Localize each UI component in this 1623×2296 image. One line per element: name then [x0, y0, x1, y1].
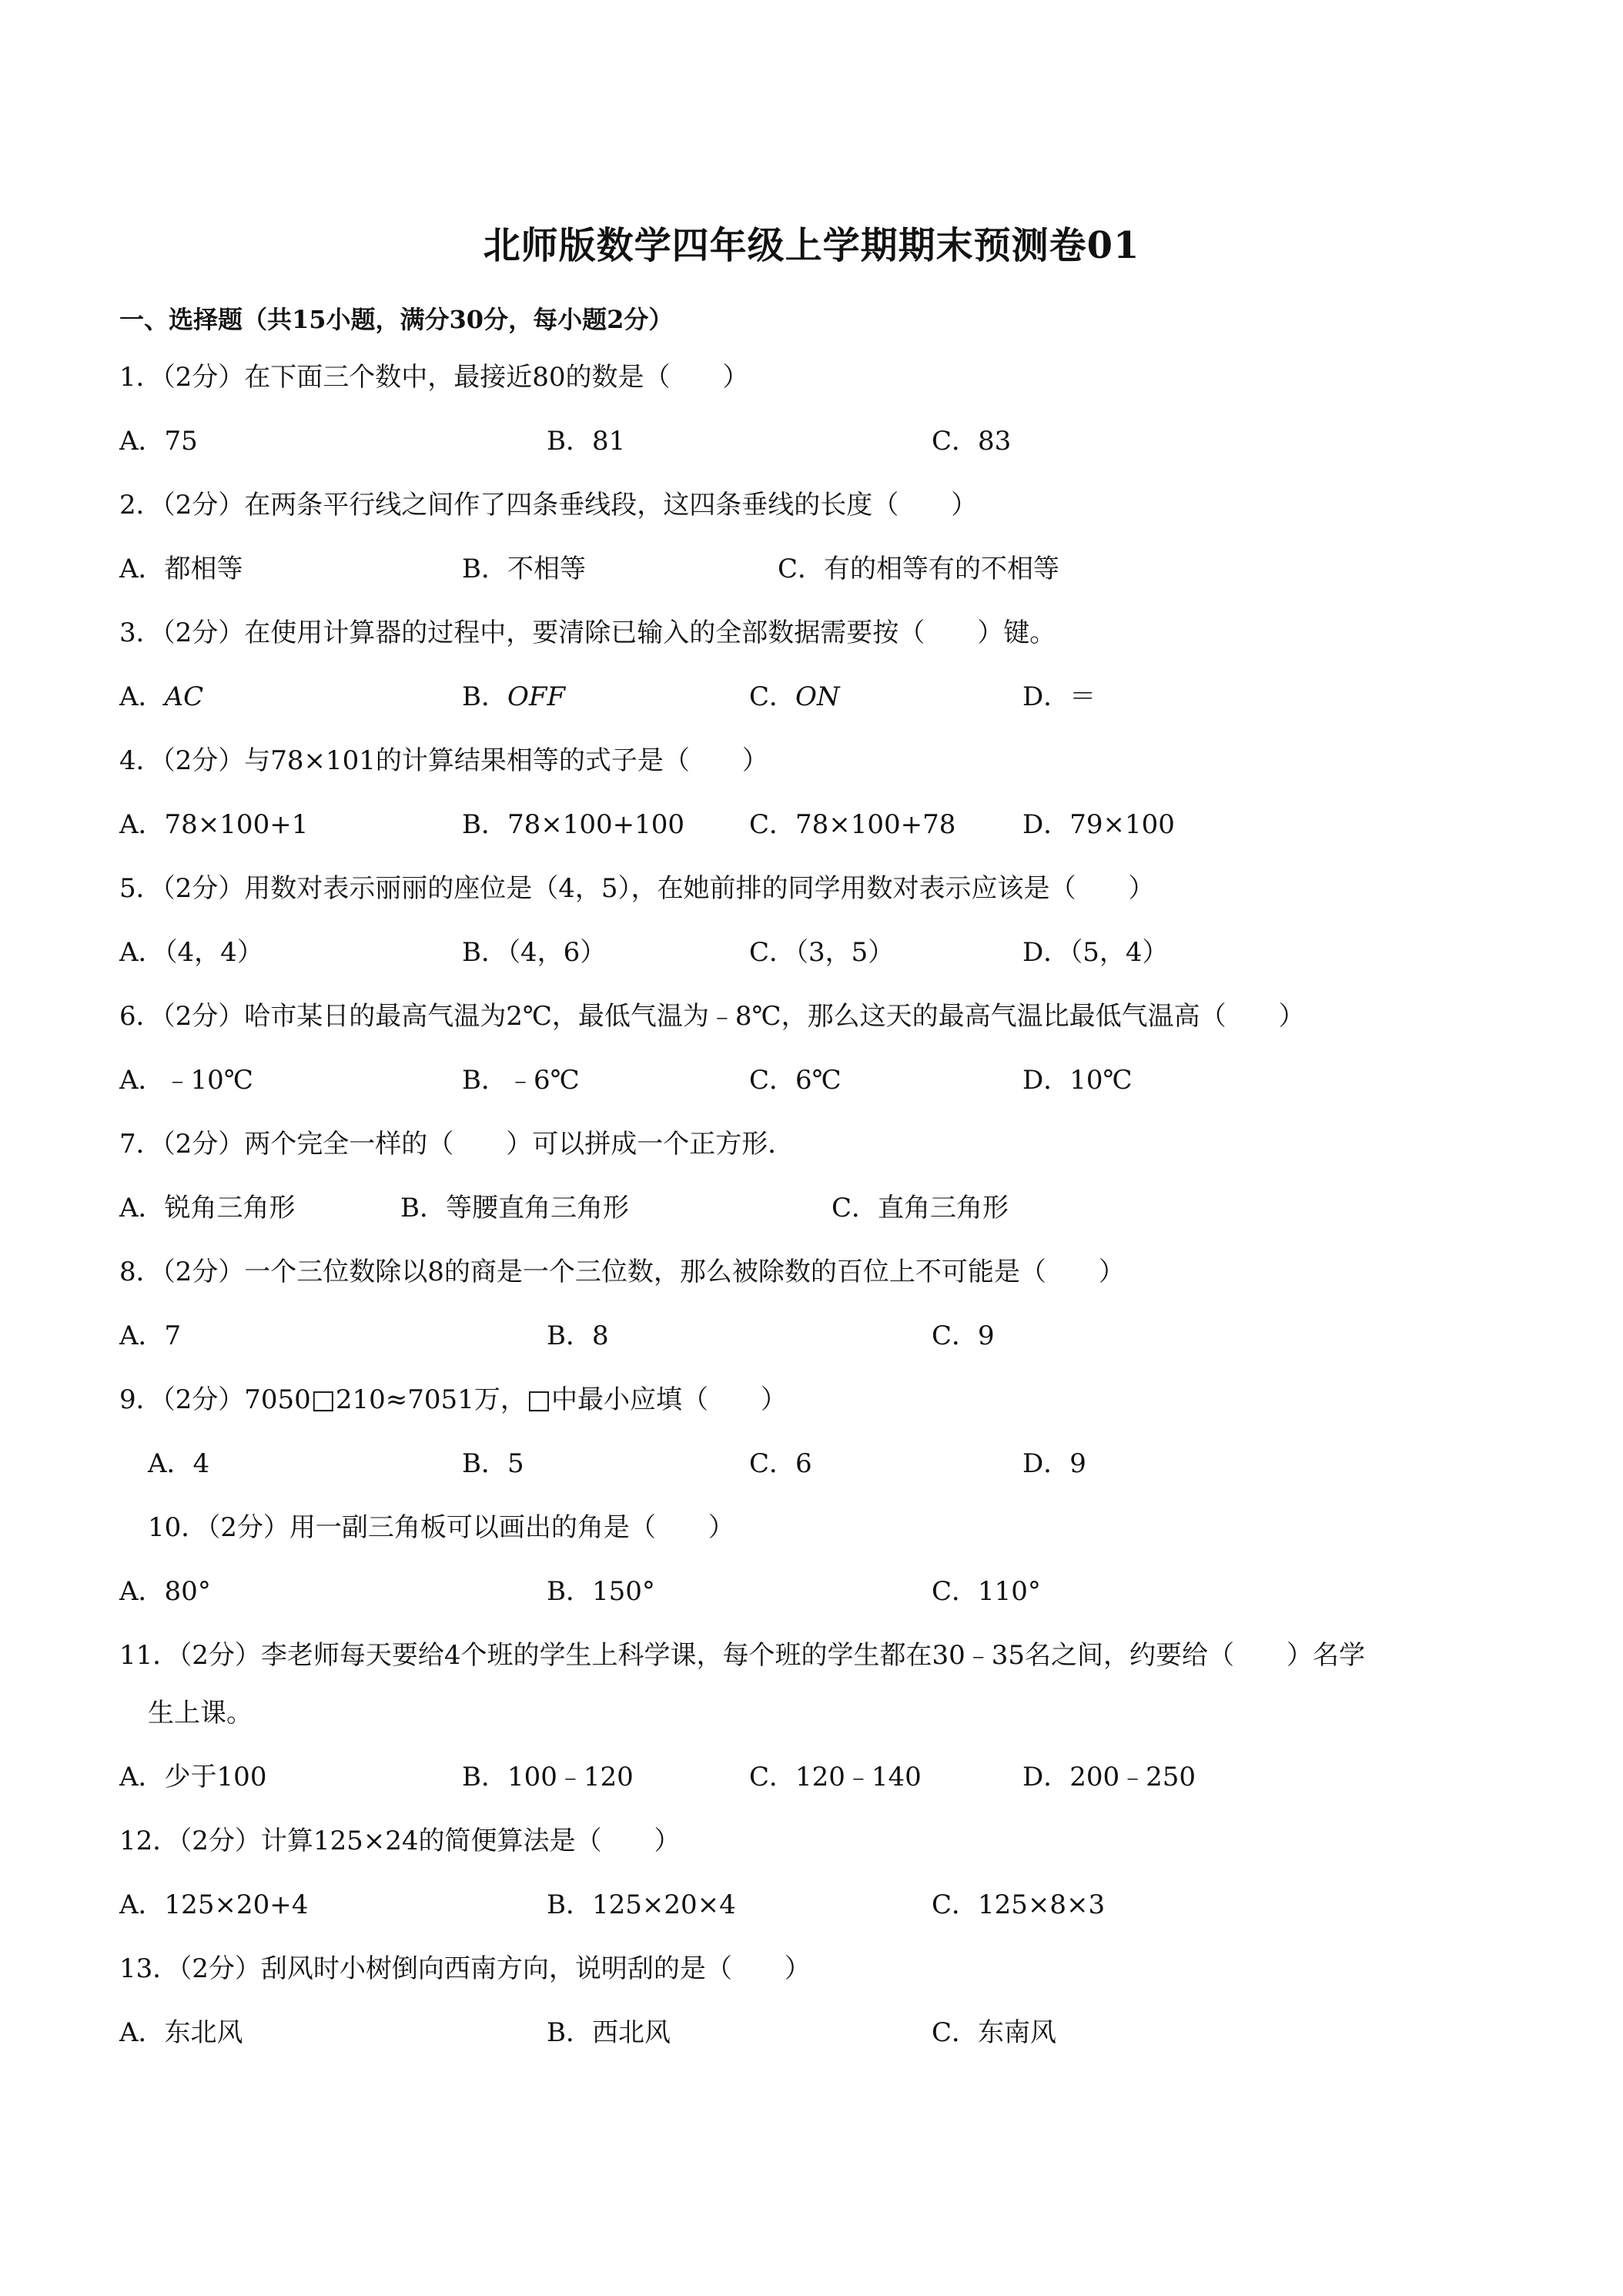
option-b: B．西北风 — [547, 2017, 671, 2048]
question-stem: 9．（2分）7050□210≈7051万，□中最小应填（ ） — [119, 1384, 787, 1415]
question-stem: 2．（2分）在两条平行线之间作了四条垂线段，这四条垂线的长度（ ） — [119, 490, 978, 520]
option-c-key: ON — [795, 681, 840, 712]
question-options — [119, 1193, 1505, 1223]
question-stem: 1．（2分）在下面三个数中，最接近80的数是（ ） — [119, 362, 749, 393]
option-a: A．125×20+4 — [119, 1889, 309, 1920]
option-b: B．8 — [547, 1320, 609, 1351]
question-stem: 3．（2分）在使用计算器的过程中，要清除已输入的全部数据需要按（ ）键。 — [119, 618, 1056, 648]
question-options — [119, 1762, 1505, 1792]
option-b: B．78×100+100 — [462, 809, 685, 840]
question-stem: 5．（2分）用数对表示丽丽的座位是（4，5），在她前排的同学用数对表示应该是（ ） — [119, 873, 1155, 904]
option-c: C．（3，5） — [749, 937, 895, 968]
option-c: C．83 — [932, 426, 1012, 457]
option-b: B．81 — [547, 426, 626, 457]
option-c: C．有的相等有的不相等 — [778, 554, 1060, 584]
option-a: A．78×100+1 — [119, 809, 309, 840]
question-options — [119, 1320, 1505, 1351]
option-b: B．﹣6℃ — [462, 1065, 580, 1096]
option-d: D．10℃ — [1022, 1065, 1133, 1096]
question-stem: 10．（2分）用一副三角板可以画出的角是（ ） — [148, 1512, 735, 1543]
option-c: C．ON — [749, 681, 840, 712]
option-c: C．直角三角形 — [832, 1193, 1009, 1223]
option-a: A．AC — [119, 681, 204, 712]
option-a: A．7 — [119, 1320, 182, 1351]
option-c: C．78×100+78 — [749, 809, 956, 840]
option-b: B．OFF — [462, 681, 566, 712]
option-a: A．锐角三角形 — [119, 1193, 296, 1223]
option-b: B．5 — [462, 1448, 524, 1479]
option-d: D．200﹣250 — [1022, 1762, 1196, 1792]
question-options — [119, 1576, 1505, 1607]
question-options — [119, 937, 1505, 968]
option-a: A．75 — [119, 426, 198, 457]
option-d: D．＝ — [1022, 681, 1096, 712]
question-stem-continued: 生上课。 — [148, 1698, 253, 1729]
option-c: C．6 — [749, 1448, 812, 1479]
question-stem: 8．（2分）一个三位数除以8的商是一个三位数，那么被除数的百位上不可能是（ ） — [119, 1257, 1125, 1287]
question-options — [148, 1448, 1534, 1479]
option-a: A．80° — [119, 1576, 211, 1607]
option-d: D．9 — [1022, 1448, 1086, 1479]
option-b: B．100﹣120 — [462, 1762, 634, 1792]
option-c: C．110° — [932, 1576, 1041, 1607]
option-b: B．（4，6） — [462, 937, 607, 968]
question-options — [119, 681, 1505, 712]
option-b: B．150° — [547, 1576, 655, 1607]
question-options — [119, 809, 1505, 840]
question-options — [119, 554, 1505, 584]
page-title: 北师版数学四年级上学期期末预测卷01 — [483, 224, 1140, 267]
question-options — [119, 1065, 1505, 1096]
option-c: C．6℃ — [749, 1065, 842, 1096]
option-b-key: OFF — [507, 681, 566, 712]
question-options — [119, 426, 1505, 457]
option-a: A．少于100 — [119, 1762, 267, 1792]
option-a: A．4 — [148, 1448, 210, 1479]
question-stem: 12．（2分）计算125×24的简便算法是（ ） — [119, 1826, 681, 1856]
option-d: D．79×100 — [1022, 809, 1175, 840]
option-b: B．等腰直角三角形 — [400, 1193, 629, 1223]
option-a: A．﹣10℃ — [119, 1065, 253, 1096]
question-stem: 4．（2分）与78×101的计算结果相等的式子是（ ） — [119, 745, 768, 776]
option-c: C．120﹣140 — [749, 1762, 922, 1792]
option-d: D．（5，4） — [1022, 937, 1169, 968]
question-options — [119, 2017, 1505, 2048]
option-c: C．东南风 — [932, 2017, 1057, 2048]
option-a: A．都相等 — [119, 554, 243, 584]
question-options — [119, 1889, 1505, 1920]
option-c: C．125×8×3 — [932, 1889, 1106, 1920]
option-a: A．（4，4） — [119, 937, 263, 968]
option-c: C．9 — [932, 1320, 995, 1351]
option-b: B．不相等 — [462, 554, 586, 584]
option-a-key: AC — [164, 681, 204, 712]
question-stem: 6．（2分）哈市某日的最高气温为2℃，最低气温为﹣8℃，那么这天的最高气温比最低气温高（ ） — [119, 1001, 1305, 1032]
option-b: B．125×20×4 — [547, 1889, 736, 1920]
question-stem: 13．（2分）刮风时小树倒向西南方向，说明刮的是（ ） — [119, 1953, 811, 1984]
question-stem: 7．（2分）两个完全一样的（ ）可以拼成一个正方形． — [119, 1129, 795, 1160]
question-stem: 11．（2分）李老师每天要给4个班的学生上科学课，每个班的学生都在30﹣35名之间，约要给（ ）名学 — [119, 1640, 1366, 1671]
section-heading: 一、选择题（共15小题，满分30分，每小题2分） — [119, 305, 674, 334]
option-a: A．东北风 — [119, 2017, 243, 2048]
